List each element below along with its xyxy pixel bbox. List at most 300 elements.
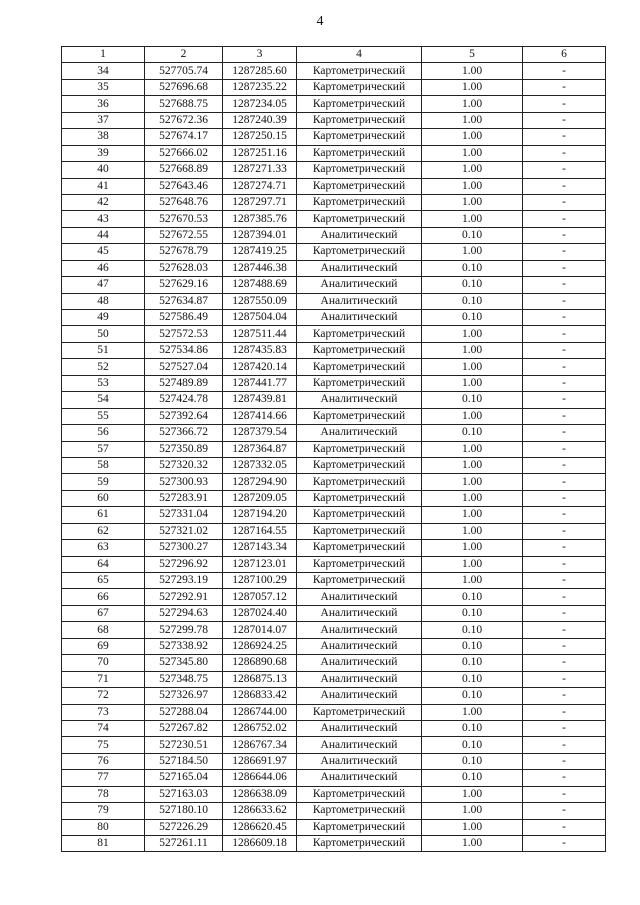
point-number-cell: 35 [62,79,145,95]
x-coordinate-cell: 527705.74 [145,63,223,79]
point-number-cell: 64 [62,556,145,572]
note-cell: - [523,129,606,145]
note-cell: - [523,162,606,178]
y-coordinate-cell: 1287364.87 [223,441,297,457]
method-cell: Аналитический [297,655,422,671]
method-cell: Картометрический [297,211,422,227]
point-number-cell: 43 [62,211,145,227]
method-cell: Аналитический [297,277,422,293]
point-number-cell: 71 [62,671,145,687]
table-row [62,375,606,391]
note-cell: - [523,79,606,95]
point-number-cell: 44 [62,227,145,243]
x-coordinate-cell: 527267.82 [145,720,223,736]
y-coordinate-cell: 1287420.14 [223,359,297,375]
y-coordinate-cell: 1287488.69 [223,277,297,293]
y-coordinate-cell: 1287435.83 [223,342,297,358]
point-number-cell: 52 [62,359,145,375]
method-cell: Картометрический [297,194,422,210]
x-coordinate-cell: 527338.92 [145,638,223,654]
table-row [62,786,606,802]
x-coordinate-cell: 527489.89 [145,375,223,391]
point-number-cell: 51 [62,342,145,358]
table-row [62,573,606,589]
x-coordinate-cell: 527668.89 [145,162,223,178]
point-number-cell: 63 [62,540,145,556]
accuracy-cell: 0.10 [422,605,523,621]
y-coordinate-cell: 1287209.05 [223,490,297,506]
column-header: 5 [422,47,523,63]
table-row [62,556,606,572]
y-coordinate-cell: 1287439.81 [223,392,297,408]
table-row [62,392,606,408]
point-number-cell: 47 [62,277,145,293]
table-row [62,720,606,736]
table-row [62,162,606,178]
y-coordinate-cell: 1287446.38 [223,260,297,276]
note-cell: - [523,293,606,309]
note-cell: - [523,112,606,128]
point-number-cell: 74 [62,720,145,736]
note-cell: - [523,589,606,605]
accuracy-cell: 1.00 [422,129,523,145]
table-row [62,671,606,687]
note-cell: - [523,737,606,753]
note-cell: - [523,605,606,621]
note-cell: - [523,326,606,342]
x-coordinate-cell: 527648.76 [145,194,223,210]
point-number-cell: 55 [62,408,145,424]
y-coordinate-cell: 1287385.76 [223,211,297,227]
note-cell: - [523,260,606,276]
note-cell: - [523,310,606,326]
method-cell: Картометрический [297,540,422,556]
method-cell: Аналитический [297,293,422,309]
accuracy-cell: 0.10 [422,770,523,786]
method-cell: Аналитический [297,688,422,704]
note-cell: - [523,770,606,786]
accuracy-cell: 1.00 [422,540,523,556]
y-coordinate-cell: 1287294.90 [223,474,297,490]
x-coordinate-cell: 527345.80 [145,655,223,671]
method-cell: Картометрический [297,457,422,473]
accuracy-cell: 1.00 [422,112,523,128]
note-cell: - [523,227,606,243]
x-coordinate-cell: 527392.64 [145,408,223,424]
accuracy-cell: 1.00 [422,490,523,506]
y-coordinate-cell: 1287414.66 [223,408,297,424]
point-number-cell: 42 [62,194,145,210]
note-cell: - [523,441,606,457]
accuracy-cell: 0.10 [422,638,523,654]
point-number-cell: 77 [62,770,145,786]
y-coordinate-cell: 1287394.01 [223,227,297,243]
y-coordinate-cell: 1287274.71 [223,178,297,194]
note-cell: - [523,688,606,704]
method-cell: Картометрический [297,112,422,128]
point-number-cell: 69 [62,638,145,654]
y-coordinate-cell: 1287250.15 [223,129,297,145]
note-cell: - [523,392,606,408]
method-cell: Картометрический [297,786,422,802]
x-coordinate-cell: 527672.55 [145,227,223,243]
method-cell: Картометрический [297,490,422,506]
point-number-cell: 80 [62,819,145,835]
point-number-cell: 58 [62,457,145,473]
method-cell: Аналитический [297,720,422,736]
method-cell: Картометрический [297,573,422,589]
table-row [62,293,606,309]
method-cell: Картометрический [297,441,422,457]
y-coordinate-cell: 1287441.77 [223,375,297,391]
method-cell: Картометрический [297,326,422,342]
note-cell: - [523,753,606,769]
method-cell: Аналитический [297,589,422,605]
table-row [62,753,606,769]
point-number-cell: 34 [62,63,145,79]
x-coordinate-cell: 527294.63 [145,605,223,621]
accuracy-cell: 1.00 [422,145,523,161]
note-cell: - [523,836,606,852]
point-number-cell: 54 [62,392,145,408]
point-number-cell: 39 [62,145,145,161]
x-coordinate-cell: 527350.89 [145,441,223,457]
note-cell: - [523,63,606,79]
method-cell: Аналитический [297,310,422,326]
accuracy-cell: 1.00 [422,326,523,342]
x-coordinate-cell: 527534.86 [145,342,223,358]
table-row [62,836,606,852]
table-row [62,704,606,720]
point-number-cell: 45 [62,244,145,260]
table-row [62,474,606,490]
x-coordinate-cell: 527674.17 [145,129,223,145]
y-coordinate-cell: 1286633.62 [223,803,297,819]
table-row [62,211,606,227]
note-cell: - [523,408,606,424]
x-coordinate-cell: 527299.78 [145,622,223,638]
y-coordinate-cell: 1286609.18 [223,836,297,852]
note-cell: - [523,704,606,720]
point-number-cell: 59 [62,474,145,490]
column-header: 2 [145,47,223,63]
y-coordinate-cell: 1287240.39 [223,112,297,128]
x-coordinate-cell: 527165.04 [145,770,223,786]
point-number-cell: 61 [62,507,145,523]
y-coordinate-cell: 1287297.71 [223,194,297,210]
point-number-cell: 40 [62,162,145,178]
x-coordinate-cell: 527288.04 [145,704,223,720]
point-number-cell: 49 [62,310,145,326]
x-coordinate-cell: 527293.19 [145,573,223,589]
accuracy-cell: 0.10 [422,277,523,293]
accuracy-cell: 0.10 [422,227,523,243]
note-cell: - [523,655,606,671]
accuracy-cell: 1.00 [422,96,523,112]
method-cell: Аналитический [297,671,422,687]
method-cell: Картометрический [297,342,422,358]
y-coordinate-cell: 1287332.05 [223,457,297,473]
x-coordinate-cell: 527634.87 [145,293,223,309]
x-coordinate-cell: 527572.53 [145,326,223,342]
accuracy-cell: 1.00 [422,342,523,358]
note-cell: - [523,671,606,687]
y-coordinate-cell: 1287057.12 [223,589,297,605]
note-cell: - [523,474,606,490]
x-coordinate-cell: 527628.03 [145,260,223,276]
accuracy-cell: 0.10 [422,753,523,769]
x-coordinate-cell: 527586.49 [145,310,223,326]
y-coordinate-cell: 1287100.29 [223,573,297,589]
table-row [62,145,606,161]
accuracy-cell: 0.10 [422,655,523,671]
point-number-cell: 62 [62,523,145,539]
x-coordinate-cell: 527326.97 [145,688,223,704]
point-number-cell: 76 [62,753,145,769]
accuracy-cell: 1.00 [422,63,523,79]
x-coordinate-cell: 527283.91 [145,490,223,506]
method-cell: Картометрический [297,96,422,112]
table-row [62,589,606,605]
note-cell: - [523,786,606,802]
table-row [62,770,606,786]
point-number-cell: 41 [62,178,145,194]
method-cell: Картометрический [297,63,422,79]
y-coordinate-cell: 1286752.02 [223,720,297,736]
x-coordinate-cell: 527300.93 [145,474,223,490]
table-row [62,507,606,523]
method-cell: Картометрический [297,523,422,539]
y-coordinate-cell: 1287511.44 [223,326,297,342]
coordinates-table [61,46,606,852]
accuracy-cell: 0.10 [422,688,523,704]
accuracy-cell: 1.00 [422,556,523,572]
column-header: 3 [223,47,297,63]
note-cell: - [523,720,606,736]
note-cell: - [523,277,606,293]
note-cell: - [523,523,606,539]
y-coordinate-cell: 1286890.68 [223,655,297,671]
note-cell: - [523,359,606,375]
method-cell: Картометрический [297,408,422,424]
method-cell: Аналитический [297,227,422,243]
accuracy-cell: 1.00 [422,178,523,194]
note-cell: - [523,425,606,441]
y-coordinate-cell: 1287419.25 [223,244,297,260]
note-cell: - [523,622,606,638]
point-number-cell: 36 [62,96,145,112]
x-coordinate-cell: 527688.75 [145,96,223,112]
table-row [62,540,606,556]
table-body [62,63,606,852]
table-row [62,244,606,260]
note-cell: - [523,556,606,572]
page-number: 4 [316,14,324,29]
method-cell: Аналитический [297,753,422,769]
y-coordinate-cell: 1287164.55 [223,523,297,539]
y-coordinate-cell: 1287143.34 [223,540,297,556]
point-number-cell: 73 [62,704,145,720]
x-coordinate-cell: 527366.72 [145,425,223,441]
point-number-cell: 46 [62,260,145,276]
point-number-cell: 81 [62,836,145,852]
note-cell: - [523,342,606,358]
table-row [62,227,606,243]
method-cell: Аналитический [297,622,422,638]
column-header: 6 [523,47,606,63]
accuracy-cell: 1.00 [422,359,523,375]
table-row [62,277,606,293]
table-row [62,359,606,375]
point-number-cell: 75 [62,737,145,753]
y-coordinate-cell: 1286875.13 [223,671,297,687]
method-cell: Картометрический [297,819,422,835]
table-row [62,441,606,457]
method-cell: Картометрический [297,129,422,145]
table-row [62,819,606,835]
method-cell: Картометрический [297,704,422,720]
method-cell: Картометрический [297,145,422,161]
note-cell: - [523,819,606,835]
y-coordinate-cell: 1287014.07 [223,622,297,638]
accuracy-cell: 1.00 [422,211,523,227]
note-cell: - [523,96,606,112]
y-coordinate-cell: 1287504.04 [223,310,297,326]
method-cell: Картометрический [297,359,422,375]
y-coordinate-cell: 1287234.05 [223,96,297,112]
y-coordinate-cell: 1286924.25 [223,638,297,654]
y-coordinate-cell: 1286744.00 [223,704,297,720]
accuracy-cell: 1.00 [422,162,523,178]
method-cell: Картометрический [297,836,422,852]
point-number-cell: 79 [62,803,145,819]
note-cell: - [523,178,606,194]
x-coordinate-cell: 527261.11 [145,836,223,852]
table-row [62,178,606,194]
accuracy-cell: 0.10 [422,737,523,753]
x-coordinate-cell: 527696.68 [145,79,223,95]
accuracy-cell: 1.00 [422,194,523,210]
x-coordinate-cell: 527666.02 [145,145,223,161]
y-coordinate-cell: 1286833.42 [223,688,297,704]
accuracy-cell: 0.10 [422,720,523,736]
method-cell: Аналитический [297,638,422,654]
x-coordinate-cell: 527678.79 [145,244,223,260]
point-number-cell: 66 [62,589,145,605]
point-number-cell: 50 [62,326,145,342]
x-coordinate-cell: 527296.92 [145,556,223,572]
x-coordinate-cell: 527527.04 [145,359,223,375]
method-cell: Аналитический [297,737,422,753]
y-coordinate-cell: 1287550.09 [223,293,297,309]
x-coordinate-cell: 527331.04 [145,507,223,523]
table-row [62,129,606,145]
y-coordinate-cell: 1287285.60 [223,63,297,79]
x-coordinate-cell: 527424.78 [145,392,223,408]
method-cell: Аналитический [297,770,422,786]
accuracy-cell: 1.00 [422,573,523,589]
note-cell: - [523,803,606,819]
table-row [62,490,606,506]
x-coordinate-cell: 527672.36 [145,112,223,128]
table-row [62,79,606,95]
accuracy-cell: 0.10 [422,622,523,638]
accuracy-cell: 0.10 [422,392,523,408]
table-row [62,523,606,539]
table-row [62,688,606,704]
point-number-cell: 68 [62,622,145,638]
x-coordinate-cell: 527230.51 [145,737,223,753]
accuracy-cell: 1.00 [422,523,523,539]
note-cell: - [523,145,606,161]
table-row [62,622,606,638]
x-coordinate-cell: 527180.10 [145,803,223,819]
y-coordinate-cell: 1287194.20 [223,507,297,523]
x-coordinate-cell: 527643.46 [145,178,223,194]
method-cell: Аналитический [297,605,422,621]
accuracy-cell: 1.00 [422,457,523,473]
point-number-cell: 67 [62,605,145,621]
x-coordinate-cell: 527226.29 [145,819,223,835]
accuracy-cell: 1.00 [422,375,523,391]
y-coordinate-cell: 1287235.22 [223,79,297,95]
table-row [62,737,606,753]
x-coordinate-cell: 527321.02 [145,523,223,539]
table-row [62,194,606,210]
y-coordinate-cell: 1287251.16 [223,145,297,161]
method-cell: Картометрический [297,375,422,391]
method-cell: Картометрический [297,178,422,194]
note-cell: - [523,490,606,506]
y-coordinate-cell: 1286638.09 [223,786,297,802]
method-cell: Картометрический [297,474,422,490]
x-coordinate-cell: 527292.91 [145,589,223,605]
point-number-cell: 56 [62,425,145,441]
note-cell: - [523,375,606,391]
point-number-cell: 65 [62,573,145,589]
accuracy-cell: 0.10 [422,671,523,687]
note-cell: - [523,638,606,654]
x-coordinate-cell: 527670.53 [145,211,223,227]
accuracy-cell: 0.10 [422,293,523,309]
accuracy-cell: 1.00 [422,704,523,720]
accuracy-cell: 0.10 [422,310,523,326]
x-coordinate-cell: 527629.16 [145,277,223,293]
y-coordinate-cell: 1286691.97 [223,753,297,769]
table-row [62,803,606,819]
x-coordinate-cell: 527184.50 [145,753,223,769]
method-cell: Картометрический [297,556,422,572]
accuracy-cell: 1.00 [422,836,523,852]
accuracy-cell: 1.00 [422,819,523,835]
point-number-cell: 37 [62,112,145,128]
table-row [62,96,606,112]
point-number-cell: 38 [62,129,145,145]
accuracy-cell: 1.00 [422,244,523,260]
method-cell: Картометрический [297,244,422,260]
method-cell: Картометрический [297,803,422,819]
point-number-cell: 48 [62,293,145,309]
table-row [62,457,606,473]
x-coordinate-cell: 527348.75 [145,671,223,687]
point-number-cell: 53 [62,375,145,391]
accuracy-cell: 1.00 [422,79,523,95]
accuracy-cell: 0.10 [422,260,523,276]
y-coordinate-cell: 1287379.54 [223,425,297,441]
column-header: 4 [297,47,422,63]
note-cell: - [523,507,606,523]
note-cell: - [523,244,606,260]
